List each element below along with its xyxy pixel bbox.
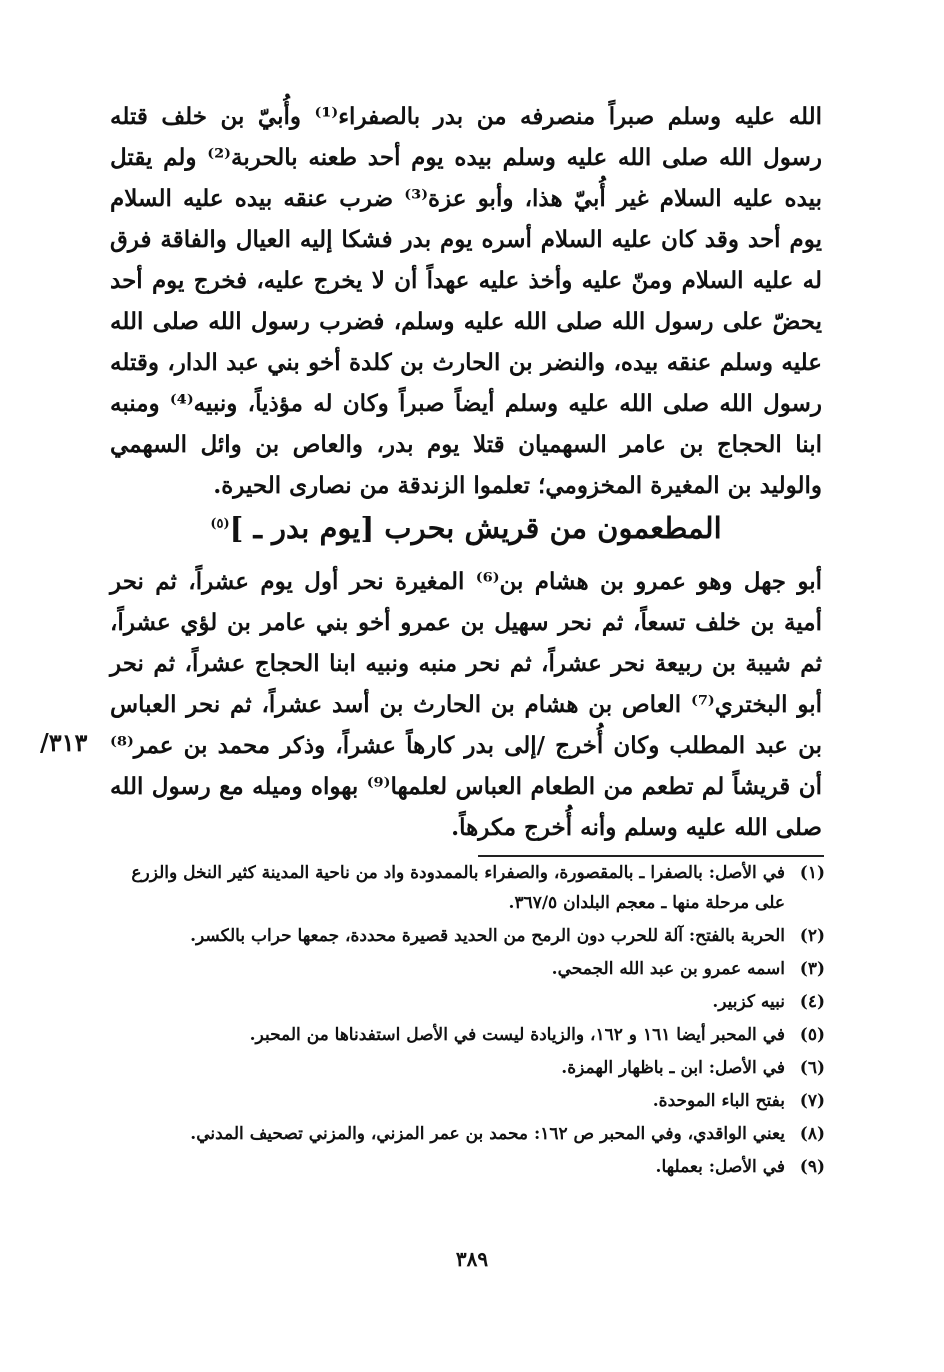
footnote-item: [120, 1152, 825, 1182]
footnote-item: [120, 1053, 825, 1083]
footnote-item: [120, 921, 825, 951]
footnote-text: في الأصل: بعملها.: [655, 1157, 785, 1177]
section-heading-footnote-ref: (٥): [210, 516, 230, 532]
footnote-item: [120, 1020, 825, 1050]
footnote-number: (٣): [799, 959, 825, 979]
footnote-number: (٦): [799, 1058, 825, 1078]
footnote-number: (٥): [799, 1025, 825, 1045]
footnote-text: بفتح الباء الموحدة.: [652, 1091, 785, 1111]
section-heading-text: المطعمون من قريش بحرب [يوم بدر ـ ]: [229, 511, 722, 545]
footnote-item: [120, 1119, 825, 1149]
footnote-number: (١): [799, 863, 825, 883]
footnotes: [120, 858, 825, 1185]
footnote-text: في المحبر أيضا ١٦١ و ١٦٢، والزيادة ليست في الأصل استفدناها من المحبر.: [249, 1025, 785, 1045]
footnote-number: (٧): [799, 1091, 825, 1111]
margin-page-reference: ٣١٣/: [40, 728, 88, 757]
footnote-number: (٢): [799, 926, 825, 946]
footnote-text: اسمه عمرو بن عبد الله الجمحي.: [551, 959, 785, 979]
footnote-number: (٨): [799, 1124, 825, 1144]
footnote-item: [120, 1086, 825, 1116]
footnote-text: الحربة بالفتح: آلة للحرب دون الرمح من الحديد قصيرة محددة، جمعها حراب بالكسر.: [190, 926, 785, 946]
footnote-text: في الأصل: ابن ـ باظهار الهمزة.: [561, 1058, 785, 1078]
footnote-number: (٤): [799, 992, 825, 1012]
footnote-separator: [478, 855, 824, 857]
footnote-number: (٩): [799, 1157, 825, 1177]
footnote-text: نبيه كزبير.: [712, 992, 785, 1012]
footnote-item: [120, 858, 825, 918]
footnote-text: في الأصل: بالصفرا ـ بالمقصورة، والصفراء بالممدودة واد من ناحية المدينة كثير النخل والزرع على مرحلة منها ـ معجم البلدان ٣٦٧/٥.: [131, 863, 785, 913]
paragraph-2: أبو جهل وهو عمرو بن هشام بن⁽⁶⁾ المغيرة نحر أول يوم عشراً، ثم نحر أمية بن خلف تسعاً، ثم نحر سهيل بن عمرو أخو بني عامر بن لؤي عشراً، ثم شيبة بن ربيعة نحر عشراً، ثم نحر منبه ونبيه ابنا الحجاج عشراً، ثم نحر أبو البختري⁽⁷⁾ العاص بن هشام بن الحارث بن أسد عشراً، ثم نحر العباس بن عبد المطلب وكان أُخرج /إلى بدر كارهاً عشراً، وذكر محمد بن عمر⁽⁸⁾ أن قريشاً لم تطعم من الطعام العباس لعلمها⁽⁹⁾ بهواه وميله مع رسول الله صلى الله عليه وسلم وأنه أُخرج مكرهاً.: [110, 568, 822, 841]
section-heading: [110, 503, 822, 553]
footnote-text: يعني الواقدي، وفي المحبر ص ١٦٢: محمد بن عمر المزني، والمزني تصحيف المدني.: [190, 1124, 785, 1144]
paragraph-1: الله عليه وسلم صبراً منصرفه من بدر بالصفراء⁽¹⁾ وأُبيّ بن خلف قتله رسول الله صلى الله عليه وسلم بيده يوم أحد طعنه بالحربة⁽²⁾ ولم يقتل بيده عليه السلام غير أُبيّ هذا، وأبو عزة⁽³⁾ ضرب عنقه بيده عليه السلام يوم أحد وقد كان عليه السلام أسره يوم بدر فشكا إليه العيال والفاقة فرق له عليه السلام ومنّ عليه وأخذ عليه عهداً أن لا يخرج عليه، فخرج يوم أحد يحضّ على رسول الله صلى الله عليه وسلم، فضرب رسول الله صلى الله عليه وسلم عنقه بيده، والنضر بن الحارث بن كلدة أخو بني عبد الدار، وقتله رسول الله صلى الله عليه وسلم أيضاً صبراً وكان له مؤذياً، ونبيه⁽⁴⁾ ومنبه ابنا الحجاج بن عامر السهميان قتلا يوم بدر، والعاص بن وائل السهمي والوليد بن المغيرة المخزومي؛ تعلموا الزندقة من نصارى الحيرة.: [110, 103, 822, 499]
page-number: ٣٨٩: [455, 1247, 489, 1271]
footnote-item: [120, 954, 825, 984]
footnote-item: [120, 987, 825, 1017]
